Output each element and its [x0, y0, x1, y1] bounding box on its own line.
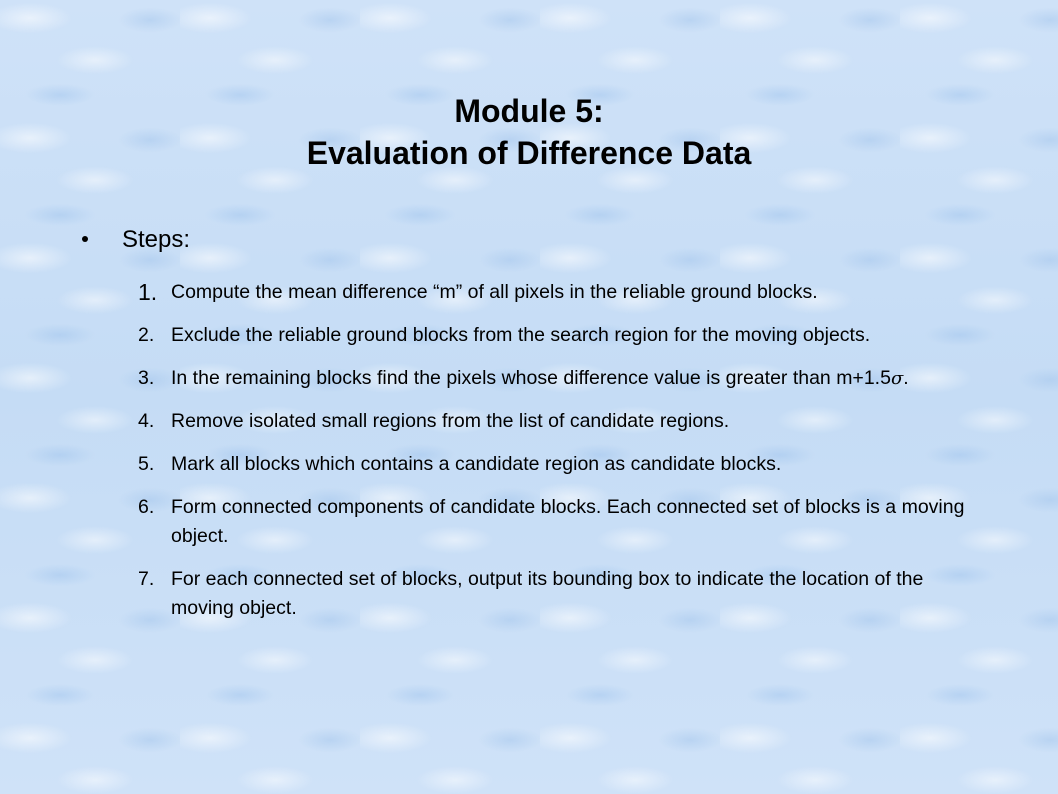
step-text: Mark all blocks which contains a candidate region as candidate blocks.: [171, 453, 782, 475]
step-number: 6.: [138, 496, 155, 518]
step-text: Compute the mean difference “m” of all pixels in the reliable ground blocks.: [171, 281, 818, 303]
step-number: 1.: [138, 279, 158, 305]
steps-list: [138, 278, 978, 637]
step-number: 3.: [138, 367, 155, 389]
step-text: Exclude the reliable ground blocks from the search region for the moving objects.: [171, 324, 871, 346]
step-text: Form connected components of candidate blocks. Each connected set of blocks is a moving object.: [171, 496, 965, 547]
step-text: In the remaining blocks find the pixels whose difference value is greater than m+1.5: [171, 367, 891, 389]
list-item: [138, 364, 978, 393]
step-number: 5.: [138, 453, 155, 475]
list-item: [138, 278, 978, 307]
title-line-1: Module 5:: [454, 93, 604, 129]
step-number: 2.: [138, 324, 155, 346]
list-item: [138, 450, 978, 479]
slide-title: [0, 90, 1058, 174]
list-item: [138, 407, 978, 436]
step-text-end: .: [903, 367, 909, 389]
sigma-symbol: σ: [890, 368, 904, 389]
bullet-dot-icon: [82, 236, 88, 242]
step-number: 4.: [138, 410, 155, 432]
steps-bullet: [82, 222, 190, 258]
title-line-2: Evaluation of Difference Data: [306, 135, 752, 171]
list-item: [138, 565, 978, 623]
steps-label: Steps:: [122, 226, 191, 253]
list-item: [138, 493, 978, 551]
step-text: Remove isolated small regions from the list of candidate regions.: [171, 410, 730, 432]
list-item: [138, 321, 978, 350]
step-number: 7.: [138, 568, 155, 590]
step-text: For each connected set of blocks, output its bounding box to indicate the location of the moving object.: [171, 568, 924, 619]
